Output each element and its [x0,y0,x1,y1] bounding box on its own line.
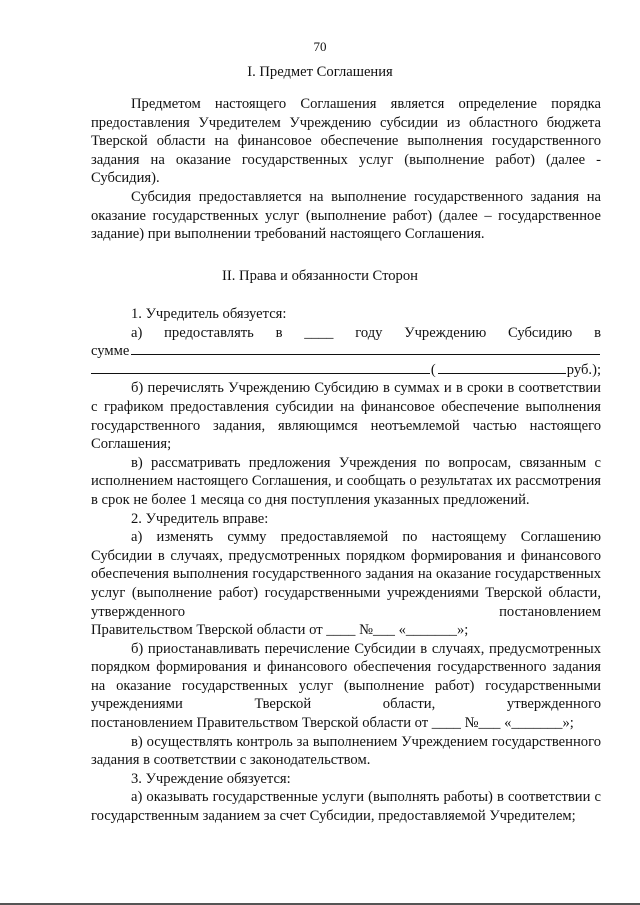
item-2a-end: Правительством Тверской области от ____ №___ «_______»; [91,622,469,639]
item-2c: в) осуществлять контроль за выполнением Учреждением государственного задания в соответствии с законодательством. [91,733,601,769]
sum-words-blank [438,372,566,374]
item-2a: а) изменять сумму предоставляемой по настоящему Соглашению Субсидии в случаях, предусмотренных порядком формирования и финансового обеспечения выполнения государственного задания на оказание государственных услуг (выполнение работ) государственными учреждениями Тверской области, утвержденного постановлением [91,529,601,620]
page-number: 70 [313,39,327,54]
item-2b: б) приостанавливать перечисление Субсидии в случаях, предусмотренных порядком формирования и финансового обеспечения государственного задания на оказание государственных услуг (выполнение работ) государственными учреждениями Тверской области, утвержденного [91,640,601,713]
sum-blank-2 [91,372,430,374]
item-1a-line-2 [91,342,601,361]
item-1a-rub: руб.); [566,361,601,378]
item-1c: в) рассматривать предложения Учреждения по вопросам, связанным с исполнением настоящего Соглашения, и сообщать о результатах их рассмотрения в срок не более 1 месяца со дня поступления указанных предложений. [91,454,601,508]
section-1-paragraph-1: Предметом настоящего Соглашения является определение порядка предоставления Учредителем Учреждению субсидии из областного бюджета Тверской области на финансовое обеспечение выполнения государственного задания на оказание государственных услуг (выполнение работ) (далее - Субсидия). [91,96,601,187]
item-1a-sum-label: сумме [91,343,130,360]
item-3-title: 3. Учреждение обязуется: [131,770,291,787]
item-3a: а) оказывать государственные услуги (выполнять работы) в соответствии с государственным заданием за счет Субсидии, предоставляемой Учредителем; [91,789,601,825]
section-1-paragraph-2: Субсидия предоставляется на выполнение государственного задания на оказание государственных услуг (выполнение работ) (далее – государственное задание) при выполнении требований настоящего Соглашения. [91,188,601,243]
item-1a-line-3 [91,361,601,380]
section-1-title: I. Предмет Соглашения [247,64,393,80]
section-2-body [91,305,601,826]
section-2-title: II. Права и обязанности Сторон [222,268,418,284]
item-1a-open-paren: ( [430,361,436,378]
item-2-title: 2. Учредитель вправе: [131,510,269,527]
item-1-title: 1. Учредитель обязуется: [131,306,287,322]
item-1b: б) перечислять Учреждению Субсидию в суммах и в сроки в соответствии с графиком предоставления субсидии на финансовое обеспечение выполнения государственного задания, являющимся неотъемлемой частью настоящего Соглашения; [91,380,601,453]
sum-blank [131,353,600,355]
item-1a-line-1: а) предоставлять в ____ году Учреждению Субсидию в [131,324,601,341]
item-2b-end: постановлением Правительством Тверской области от ____ №___ «_______»; [91,715,574,732]
section-1-body [91,95,601,244]
